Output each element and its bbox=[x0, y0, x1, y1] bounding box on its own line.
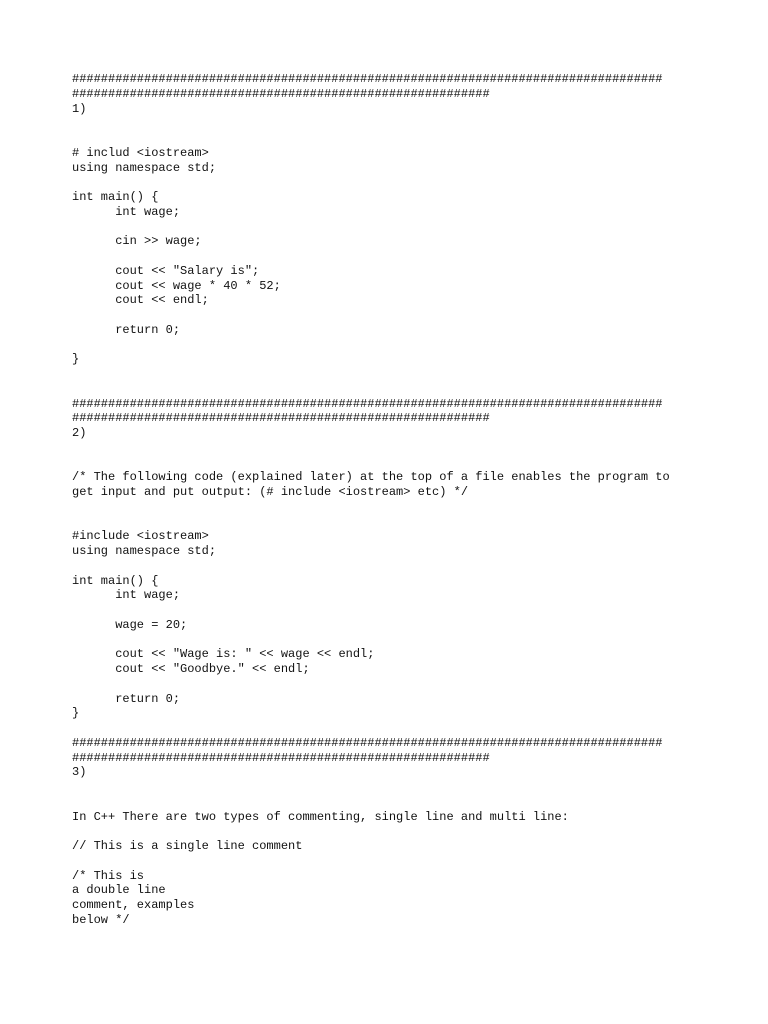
document-line bbox=[72, 367, 712, 382]
document-line bbox=[72, 338, 712, 353]
document-line: int wage; bbox=[72, 204, 181, 219]
document-line: cout << wage * 40 * 52; bbox=[72, 278, 281, 293]
document-line: using namespace std; bbox=[72, 544, 217, 558]
document-line: } bbox=[72, 706, 80, 721]
document-line: comment, examples bbox=[72, 898, 195, 912]
document-line: using namespace std; bbox=[72, 160, 217, 175]
document-line: # includ <iostream> bbox=[72, 145, 209, 160]
document-line bbox=[72, 633, 712, 648]
document-line: ################################################################################## bbox=[72, 72, 663, 86]
document-page bbox=[72, 72, 712, 928]
document-line bbox=[72, 382, 712, 397]
document-line: return 0; bbox=[72, 322, 181, 337]
document-line bbox=[72, 824, 712, 839]
document-line: cout << "Wage is: " << wage << endl; bbox=[72, 647, 375, 662]
document-line: ################################################################################## bbox=[72, 396, 663, 411]
document-line: 1) bbox=[72, 101, 87, 116]
document-line bbox=[72, 515, 712, 530]
document-line bbox=[72, 603, 712, 618]
document-line bbox=[72, 131, 712, 146]
document-line: ########################################################## bbox=[72, 411, 490, 426]
document-line: cin >> wage; bbox=[72, 234, 202, 249]
document-line: a double line bbox=[72, 883, 166, 898]
document-line bbox=[72, 249, 712, 264]
document-line: /* The following code (explained later) at the top of a file enables the program to bbox=[72, 470, 670, 485]
document-line: /* This is bbox=[72, 868, 145, 883]
document-line: 2) bbox=[72, 426, 87, 440]
document-line bbox=[72, 780, 712, 795]
document-line: int wage; bbox=[72, 588, 181, 603]
document-line: ########################################################## bbox=[72, 86, 490, 101]
document-line bbox=[72, 308, 712, 323]
document-line bbox=[72, 175, 712, 190]
document-line: below */ bbox=[72, 912, 130, 927]
document-line bbox=[72, 116, 712, 131]
document-line bbox=[72, 795, 712, 810]
document-line bbox=[72, 721, 712, 736]
code-text-block bbox=[72, 72, 712, 928]
document-line: wage = 20; bbox=[72, 617, 188, 632]
document-line: // This is a single line comment bbox=[72, 839, 303, 853]
document-line: cout << "Goodbye." << endl; bbox=[72, 662, 310, 676]
document-line: 3) bbox=[72, 765, 87, 780]
document-line: int main() { bbox=[72, 573, 159, 588]
document-line bbox=[72, 854, 712, 869]
document-line bbox=[72, 220, 712, 235]
document-line: ########################################################## bbox=[72, 750, 490, 765]
document-line: } bbox=[72, 352, 80, 367]
document-line bbox=[72, 441, 712, 456]
document-line: return 0; bbox=[72, 691, 181, 706]
document-line bbox=[72, 559, 712, 574]
document-line: In C++ There are two types of commenting, single line and multi line: bbox=[72, 809, 569, 824]
document-line: get input and put output: (# include <iostream> etc) */ bbox=[72, 485, 469, 499]
document-line: ################################################################################## bbox=[72, 735, 663, 750]
document-line: cout << endl; bbox=[72, 293, 209, 308]
document-line: int main() { bbox=[72, 190, 159, 204]
document-line: cout << "Salary is"; bbox=[72, 263, 260, 278]
document-line: #include <iostream> bbox=[72, 529, 209, 544]
document-line bbox=[72, 456, 712, 471]
document-line bbox=[72, 677, 712, 692]
document-line bbox=[72, 500, 712, 515]
